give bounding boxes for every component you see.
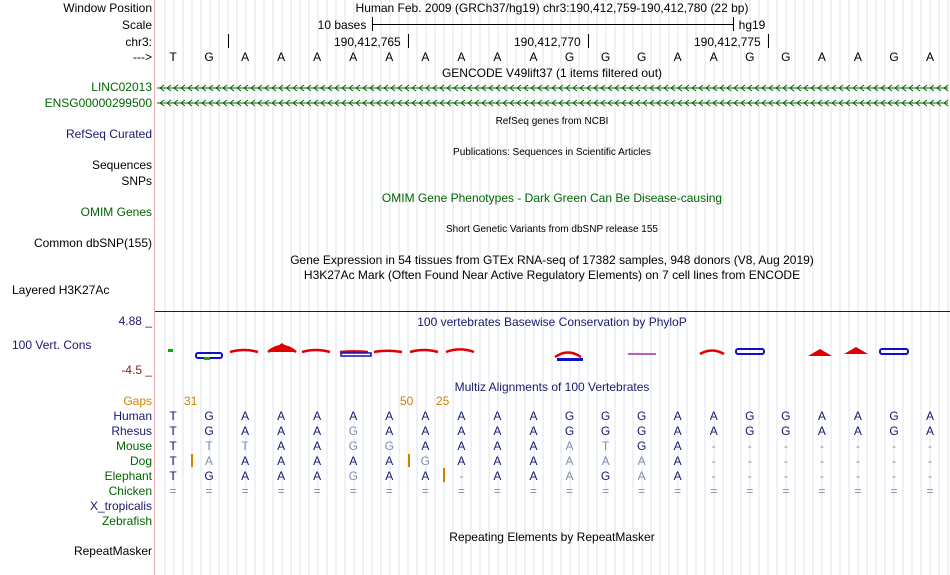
alignment-base: A <box>313 469 322 483</box>
alignment-base: G <box>204 409 214 423</box>
alignment-base: - <box>892 454 896 468</box>
omim-track-label[interactable]: OMIM Genes <box>80 205 152 219</box>
alignment-base: T <box>169 439 177 453</box>
cons-min-label: -4.5 _ <box>121 363 152 377</box>
alignment-base: T <box>169 424 177 438</box>
alignment-base: = <box>457 484 465 498</box>
alignment-base: = <box>241 484 249 498</box>
alignment-base: A <box>493 469 502 483</box>
repeatmasker-track-label[interactable]: RepeatMasker <box>73 544 152 558</box>
alignment-base: = <box>818 484 826 498</box>
alignment-base: - <box>783 439 788 453</box>
alignment-base: = <box>854 484 862 498</box>
reference-base: T <box>169 50 177 64</box>
reference-base: A <box>421 50 430 64</box>
alignment-base: = <box>782 484 790 498</box>
alignment-base: = <box>493 484 501 498</box>
scale-bar-left-tick <box>372 17 373 31</box>
alignment-base: - <box>855 454 860 468</box>
alignment-base: - <box>783 469 788 483</box>
alignment-base: G <box>745 424 755 438</box>
gencode-track-title[interactable]: GENCODE V49lift37 (1 items filtered out) <box>441 66 663 80</box>
alignment-base: G <box>636 439 647 453</box>
species-label[interactable]: Rhesus <box>111 424 152 438</box>
reference-base: G <box>889 50 899 64</box>
ruler-tick-0 <box>228 34 229 48</box>
alignment-base: A <box>313 439 322 453</box>
alignment-base: A <box>673 469 682 483</box>
alignment-base: A <box>349 454 358 468</box>
reference-base: A <box>709 50 718 64</box>
h3k27ac-track-title[interactable]: H3K27Ac Mark (Often Found Near Active Regulatory Elements) on 7 cell lines from ENCODE <box>303 268 801 282</box>
alignment-base: A <box>673 409 682 423</box>
alignment-base: A <box>529 454 538 468</box>
ruler-tick-3 <box>768 34 769 48</box>
alignment-base: A <box>241 424 250 438</box>
alignment-base: A <box>926 409 935 423</box>
alignment-base: A <box>277 424 286 438</box>
alignment-base: A <box>565 454 574 468</box>
alignment-base: G <box>636 409 647 423</box>
alignment-base: - <box>855 439 860 453</box>
alignment-base: = <box>746 484 754 498</box>
alignment-base: - <box>819 469 824 483</box>
alignment-base: A <box>457 439 466 453</box>
alignment-base: G <box>636 424 647 438</box>
species-label[interactable]: Zebrafish <box>101 514 152 528</box>
snps-track-label[interactable]: SNPs <box>121 174 152 188</box>
alignment-base: G <box>564 409 575 423</box>
reference-base: A <box>385 50 394 64</box>
alignment-base: - <box>855 469 860 483</box>
alignment-base: = <box>349 484 357 498</box>
alignment-base: A <box>385 469 394 483</box>
alignment-base: A <box>313 424 322 438</box>
scale-bar-text: 10 bases <box>317 18 367 32</box>
alignment-base: - <box>928 454 933 468</box>
alignment-base: A <box>637 469 646 483</box>
linc-gene-label[interactable]: LINC02013 <box>91 80 152 94</box>
alignment-base: = <box>313 484 321 498</box>
alignment-base: A <box>277 409 286 423</box>
alignment-base: A <box>529 424 538 438</box>
alignment-base: A <box>457 409 466 423</box>
alignment-base: A <box>241 409 250 423</box>
alignment-base: - <box>928 439 933 453</box>
gtex-track-title[interactable]: Gene Expression in 54 tissues from GTEx RNA-seq of 17382 samples, 948 donors (V8, Aug 2019) <box>290 253 814 267</box>
alignment-base: G <box>348 424 358 438</box>
reference-base: A <box>349 50 358 64</box>
alignment-base: T <box>601 439 610 453</box>
alignment-base: A <box>277 439 286 453</box>
alignment-base: A <box>817 409 826 423</box>
alignment-base: = <box>638 484 646 498</box>
alignment-base: = <box>421 484 429 498</box>
alignment-base: A <box>529 469 538 483</box>
alignment-base: A <box>926 424 935 438</box>
alignment-base: = <box>566 484 574 498</box>
alignment-base: G <box>600 424 611 438</box>
alignment-base: A <box>457 454 466 468</box>
alignment-base: = <box>205 484 213 498</box>
alignment-base: G <box>564 424 575 438</box>
reference-base: G <box>600 50 611 64</box>
alignment-base: A <box>493 424 502 438</box>
reference-base: A <box>313 50 322 64</box>
reference-base: A <box>529 50 538 64</box>
gap-count-31: 31 <box>184 394 198 408</box>
ruler-pos-1: 190,412,765 <box>334 35 401 49</box>
species-label[interactable]: Chicken <box>108 484 152 498</box>
alignment-base: A <box>709 424 718 438</box>
alignment-base: A <box>529 409 538 423</box>
alignment-base: G <box>781 424 791 438</box>
alignment-base: A <box>493 439 502 453</box>
reference-base: G <box>781 50 791 64</box>
reference-base: G <box>636 50 647 64</box>
conservation-track-label[interactable]: 100 Vert. Cons <box>12 338 92 352</box>
alignment-base: G <box>384 439 394 453</box>
alignment-base: - <box>892 469 896 483</box>
alignment-base: - <box>459 469 464 483</box>
species-label[interactable]: Dog <box>129 454 152 468</box>
alignment-base: A <box>421 469 430 483</box>
alignment-base: = <box>926 484 934 498</box>
alignment-base: A <box>637 454 646 468</box>
conservation-top-line <box>155 311 950 312</box>
alignment-base: A <box>421 409 430 423</box>
alignment-base: G <box>204 424 214 438</box>
alignment-base: A <box>241 454 250 468</box>
scale-bar-right-tick <box>733 17 734 31</box>
reference-base: A <box>493 50 502 64</box>
species-label[interactable]: Elephant <box>104 469 152 483</box>
alignment-base: - <box>711 454 716 468</box>
alignment-base: A <box>277 469 286 483</box>
alignment-base: G <box>781 409 791 423</box>
alignment-base: - <box>928 469 933 483</box>
alignment-base: - <box>783 454 788 468</box>
strand-arrow-label: ---> <box>133 50 152 64</box>
alignment-base: - <box>819 439 824 453</box>
alignment-base: A <box>529 439 538 453</box>
alignment-base: G <box>889 409 899 423</box>
alignment-base: A <box>565 469 574 483</box>
species-label[interactable]: Human <box>113 409 152 423</box>
alignment-base: G <box>348 439 358 453</box>
window-position-label: Window Position <box>63 1 152 15</box>
alignment-base: G <box>420 454 431 468</box>
alignment-base: A <box>853 409 862 423</box>
reference-base: A <box>457 50 466 64</box>
alignment-base: A <box>457 424 466 438</box>
alignment-base: A <box>565 439 574 453</box>
alignment-base: A <box>673 439 682 453</box>
alignment-base: A <box>709 409 718 423</box>
alignment-base: A <box>673 454 682 468</box>
alignment-base: G <box>204 469 214 483</box>
alignment-base: G <box>348 469 358 483</box>
alignment-base: A <box>601 454 610 468</box>
omim-track-title[interactable]: OMIM Gene Phenotypes - Dark Green Can Be Disease-causing <box>381 191 723 205</box>
dbsnp-track-title[interactable]: Short Genetic Variants from dbSNP release 155 <box>446 224 658 235</box>
alignment-base: - <box>711 469 716 483</box>
ruler-pos-3: 190,412,775 <box>694 35 761 49</box>
alignment-base: - <box>892 439 896 453</box>
alignment-base: - <box>747 469 752 483</box>
alignment-base: A <box>385 454 394 468</box>
reference-base: A <box>241 50 250 64</box>
ensg-gene-label[interactable]: ENSG00000299500 <box>44 96 152 110</box>
cons-max-label: 4.88 _ <box>118 314 152 328</box>
alignment-base: = <box>277 484 285 498</box>
alignment-base: - <box>747 454 752 468</box>
alignment-base: T <box>241 439 249 453</box>
species-label[interactable]: Mouse <box>115 439 152 453</box>
alignment-base: A <box>241 469 250 483</box>
alignment-base: A <box>385 409 394 423</box>
repeatmasker-track-title[interactable]: Repeating Elements by RepeatMasker <box>449 530 655 544</box>
alignment-base: A <box>349 409 358 423</box>
alignment-base: A <box>421 424 430 438</box>
gap-count-50: 50 <box>400 394 414 408</box>
alignment-base: T <box>169 454 177 468</box>
alignment-base: A <box>385 424 394 438</box>
ruler-pos-2: 190,412,770 <box>514 35 581 49</box>
species-label[interactable]: X_tropicalis <box>89 499 152 513</box>
alignment-base: A <box>673 424 682 438</box>
db-label: hg19 <box>738 18 766 32</box>
reference-base: G <box>564 50 575 64</box>
refseq-track-title[interactable]: RefSeq genes from NCBI <box>495 116 609 127</box>
alignment-base: G <box>889 424 899 438</box>
alignment-base: A <box>205 454 214 468</box>
alignment-base: - <box>711 439 716 453</box>
alignment-base: A <box>313 454 322 468</box>
alignment-base: A <box>493 409 502 423</box>
alignment-base: G <box>600 409 611 423</box>
multiz-track-title[interactable]: Multiz Alignments of 100 Vertebrates <box>454 380 650 394</box>
conservation-track-title[interactable]: 100 vertebrates Basewise Conservation by PhyloP <box>417 315 687 329</box>
reference-base: G <box>204 50 214 64</box>
reference-base: A <box>926 50 935 64</box>
alignment-base: = <box>385 484 393 498</box>
alignment-base: - <box>747 439 752 453</box>
sequences-track-label[interactable]: Sequences <box>91 158 152 172</box>
reference-base: A <box>673 50 682 64</box>
chrom-label: chr3: <box>125 35 152 49</box>
alignment-base: = <box>890 484 898 498</box>
alignment-base: A <box>853 424 862 438</box>
alignment-base: G <box>600 469 611 483</box>
alignment-base: = <box>529 484 537 498</box>
reference-base: G <box>745 50 755 64</box>
assembly-position-text: Human Feb. 2009 (GRCh37/hg19) chr3:190,412,759-190,412,780 (22 bp) <box>355 1 749 15</box>
scale-label: Scale <box>121 18 152 32</box>
reference-base: A <box>277 50 286 64</box>
dbsnp-track-label[interactable]: Common dbSNP(155) <box>33 236 152 250</box>
alignment-base: A <box>277 454 286 468</box>
alignment-base: T <box>205 439 213 453</box>
alignment-base: G <box>745 409 755 423</box>
gap-count-25: 25 <box>436 394 450 408</box>
ruler-tick-1 <box>408 34 409 48</box>
gaps-label: Gaps <box>123 394 152 408</box>
reference-base: A <box>853 50 862 64</box>
refseq-track-label[interactable]: RefSeq Curated <box>65 127 152 141</box>
alignment-base: T <box>169 469 177 483</box>
alignment-base: - <box>819 454 824 468</box>
ruler-tick-2 <box>588 34 589 48</box>
alignment-base: A <box>817 424 826 438</box>
reference-base: A <box>817 50 826 64</box>
alignment-base: = <box>710 484 718 498</box>
alignment-base: = <box>602 484 610 498</box>
h3k27ac-track-label[interactable]: Layered H3K27Ac <box>12 283 110 297</box>
alignment-base: = <box>169 484 177 498</box>
alignment-base: T <box>169 409 177 423</box>
scale-bar-line <box>372 24 733 25</box>
alignment-base: A <box>493 454 502 468</box>
alignment-base: = <box>674 484 682 498</box>
alignment-base: A <box>421 439 430 453</box>
publications-track-title[interactable]: Publications: Sequences in Scientific Articles <box>453 147 651 158</box>
alignment-base: A <box>313 409 322 423</box>
